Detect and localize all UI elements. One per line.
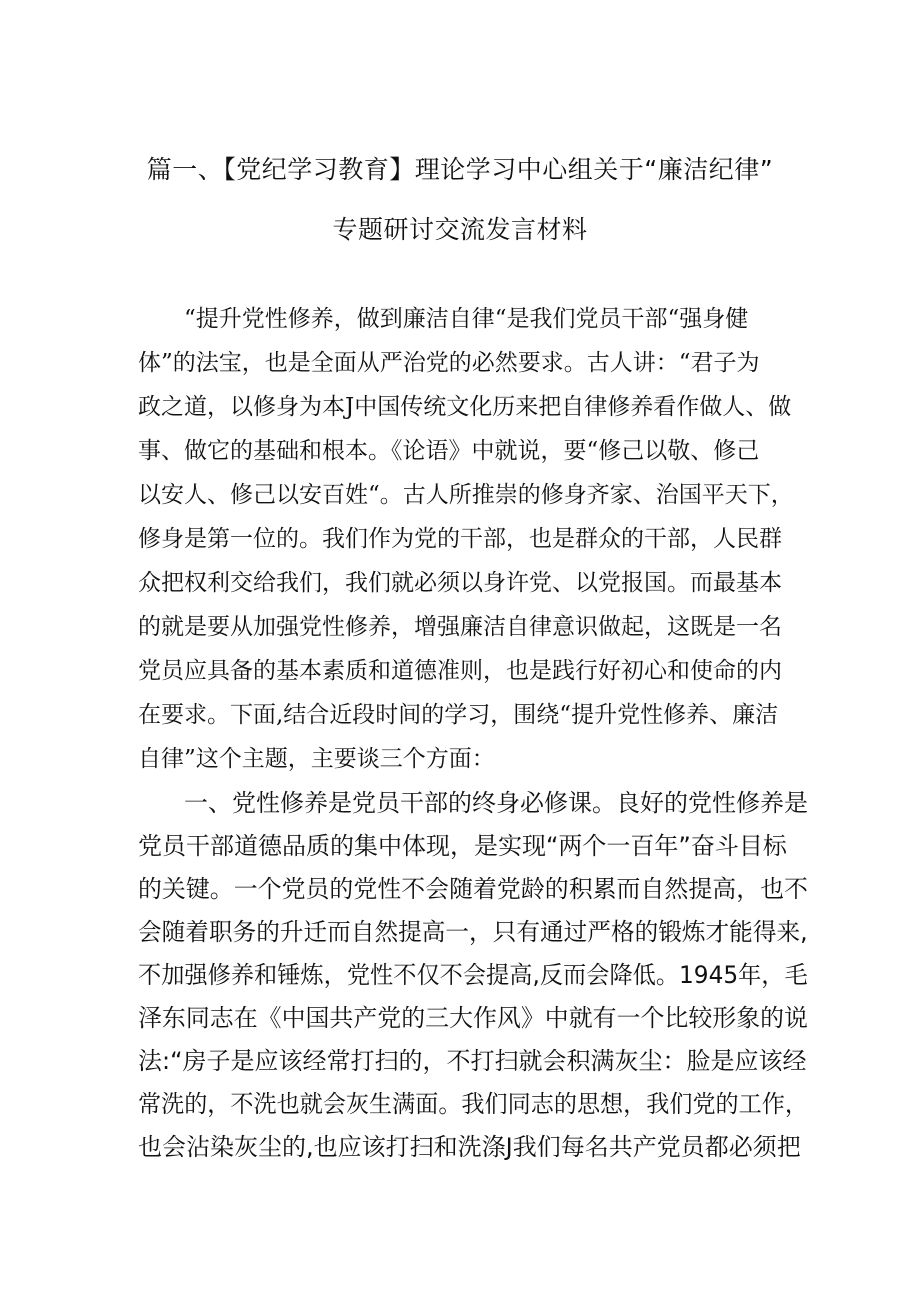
paragraph-line: 泽东同志在《中国共产党的三大作风》中就有一个比较形象的说	[138, 1004, 808, 1032]
paragraph-line: 在要求。下面,结合近段时间的学习，围绕“提升党性修养、廉洁	[138, 702, 779, 728]
paragraph-line: 党员干部道德品质的集中体现，是实现“两个一百年”奋斗目标	[138, 832, 787, 860]
paragraph-line: 不加强修养和锤炼，党性不仅不会提高,反而会降低。1945年，毛	[138, 961, 808, 989]
paragraph-line: 自律”这个主题，主要谈三个方面：	[138, 746, 495, 772]
paragraph-line: 体”的法宝，也是全面从严治党的必然要求。古人讲：“君子为	[138, 350, 760, 376]
paragraph-line: 一、党性修养是党员干部的终身必修课。良好的党性修养是	[184, 789, 808, 817]
paragraph-line: 党员应具备的基本素质和道德准则，也是践行好初心和使命的内	[138, 658, 782, 684]
paragraph-line: 法:“房子是应该经常打扫的，不打扫就会积满灰尘：脸是应该经	[138, 1047, 807, 1075]
paragraph-line: 会随着职务的升迁而自然提高一，只有通过严格的锻炼才能得来,	[138, 918, 808, 946]
paragraph-line: 常洗的，不洗也就会灰生满面。我们同志的思想，我们党的工作，	[138, 1090, 808, 1118]
paragraph-line: 众把权利交给我们，我们就必须以身许党、以党报国。而最基本	[138, 570, 782, 596]
document-title-line-2: 专题研讨交流发言材料	[332, 215, 588, 244]
paragraph-line: 事、做它的基础和根本。《论语》中就说，要“修己以敬、修己	[138, 438, 760, 464]
paragraph-line: 修身是第一位的。我们作为党的干部，也是群众的干部，人民群	[138, 526, 782, 552]
paragraph-line: 的就是要从加强党性修养，增强廉洁自律意识做起，这既是一名	[138, 614, 782, 640]
paragraph-line: 的关键。一个党员的党性不会随着党龄的积累而自然提高，也不	[138, 875, 808, 903]
document-title-line-1: 篇一、【党纪学习教育】理论学习中心组关于“廉洁纪律”	[146, 155, 774, 184]
paragraph-line: 政之道，以修身为本J中国传统文化历来把自律修养看作做人、做	[138, 394, 792, 420]
paragraph-line: 也会沾染灰尘的,也应该打扫和洗涤J我们每名共产党员都必须把	[138, 1133, 801, 1161]
paragraph-line: 以安人、修己以安百姓“。古人所推崇的修身齐家、治国平天下，	[138, 482, 794, 508]
paragraph-line: “提升党性修养，做到廉洁自律“是我们党员干部“强身健	[184, 306, 749, 332]
